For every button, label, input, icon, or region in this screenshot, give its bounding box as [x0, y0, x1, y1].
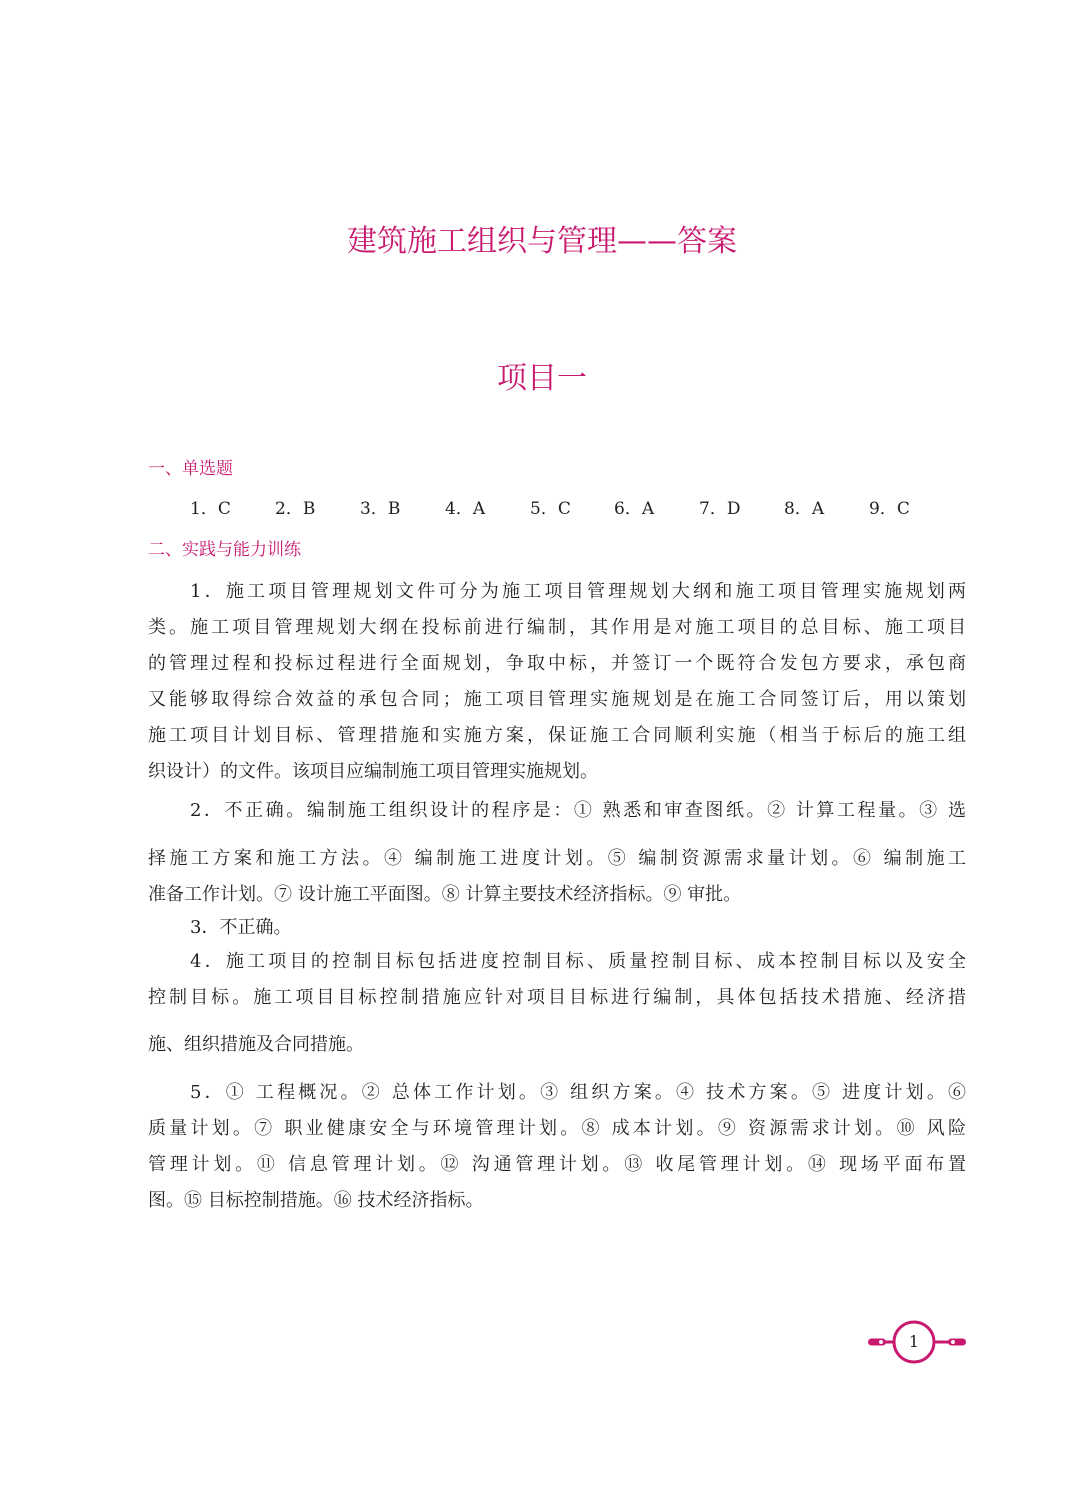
answer-item: 8．A — [784, 499, 825, 519]
answer-item: 1．C — [190, 499, 231, 519]
page-number: 1 — [908, 1332, 920, 1351]
paragraph-line: 2．不正确。编制施工组织设计的程序是：① 熟悉和审查图纸。② 计算工程量。③ 选 — [190, 800, 966, 821]
paragraph-line: 择施工方案和施工方法。④ 编制施工进度计划。⑤ 编制资源需求量计划。⑥ 编制施工 — [148, 848, 966, 869]
section-heading-practice: 二、实践与能力训练 — [148, 540, 301, 560]
ornament-left-bar — [868, 1339, 886, 1346]
answer-item: 5．C — [530, 499, 571, 519]
paragraph-line: 准备工作计划。⑦ 设计施工平面图。⑧ 计算主要技术经济指标。⑨ 审批。 — [148, 884, 742, 905]
answer-list — [190, 496, 950, 522]
answer-item: 7．D — [699, 499, 741, 519]
answer-item: 9．C — [869, 499, 910, 519]
paragraph-line: 质量计划。⑦ 职业健康安全与环境管理计划。⑧ 成本计划。⑨ 资源需求计划。⑩ 风险 — [148, 1118, 966, 1139]
section-heading-single-choice: 一、单选题 — [148, 459, 233, 479]
paragraph-line: 类。施工项目管理规划大纲在投标前进行编制，其作用是对施工项目的总目标、施工项目 — [148, 617, 966, 638]
ornament-right-bar — [948, 1339, 966, 1346]
answer-item: 3．B — [360, 499, 401, 519]
answer-paragraph-4 — [148, 944, 966, 1064]
paragraph-line: 的管理过程和投标过程进行全面规划，争取中标，并签订一个既符合发包方要求，承包商 — [148, 653, 966, 674]
answer-paragraph-3 — [148, 910, 966, 946]
answer-paragraph-5 — [148, 1075, 966, 1219]
paragraph-line: 施工项目计划目标、管理措施和实施方案，保证施工合同顺利实施（相当于标后的施工组 — [148, 725, 966, 746]
paragraph-line: 5．① 工程概况。② 总体工作计划。③ 组织方案。④ 技术方案。⑤ 进度计划。⑥ — [190, 1082, 966, 1103]
answer-item: 2．B — [275, 499, 316, 519]
paragraph-line: 4．施工项目的控制目标包括进度控制目标、质量控制目标、成本控制目标以及安全 — [190, 951, 966, 972]
ornament-left-dot — [879, 1340, 883, 1344]
ornament-right-dot — [951, 1340, 955, 1344]
paragraph-line: 织设计）的文件。该项目应编制施工项目管理实施规划。 — [148, 761, 598, 782]
paragraph-line: 1．施工项目管理规划文件可分为施工项目管理规划大纲和施工项目管理实施规划两 — [190, 581, 966, 602]
answer-paragraph-2 — [148, 793, 966, 913]
paragraph-line: 图。⑮ 目标控制措施。⑯ 技术经济指标。 — [148, 1190, 484, 1211]
answer-item: 6．A — [614, 499, 655, 519]
answer-item: 4．A — [445, 499, 486, 519]
paragraph-line: 施、组织措施及合同措施。 — [148, 1034, 364, 1055]
paragraph-line: 控制目标。施工项目目标控制措施应针对项目目标进行编制，具体包括技术措施、经济措 — [148, 987, 966, 1008]
document-title: 建筑施工组织与管理——答案 — [347, 224, 737, 259]
answer-paragraph-1 — [148, 574, 966, 790]
project-title: 项目一 — [497, 361, 587, 396]
paragraph-line: 又能够取得综合效益的承包合同；施工项目管理实施规划是在施工合同签订后，用以策划 — [148, 689, 966, 710]
paragraph-line: 管理计划。⑪ 信息管理计划。⑫ 沟通管理计划。⑬ 收尾管理计划。⑭ 现场平面布置 — [148, 1154, 966, 1175]
paragraph-line: 3．不正确。 — [190, 917, 292, 938]
